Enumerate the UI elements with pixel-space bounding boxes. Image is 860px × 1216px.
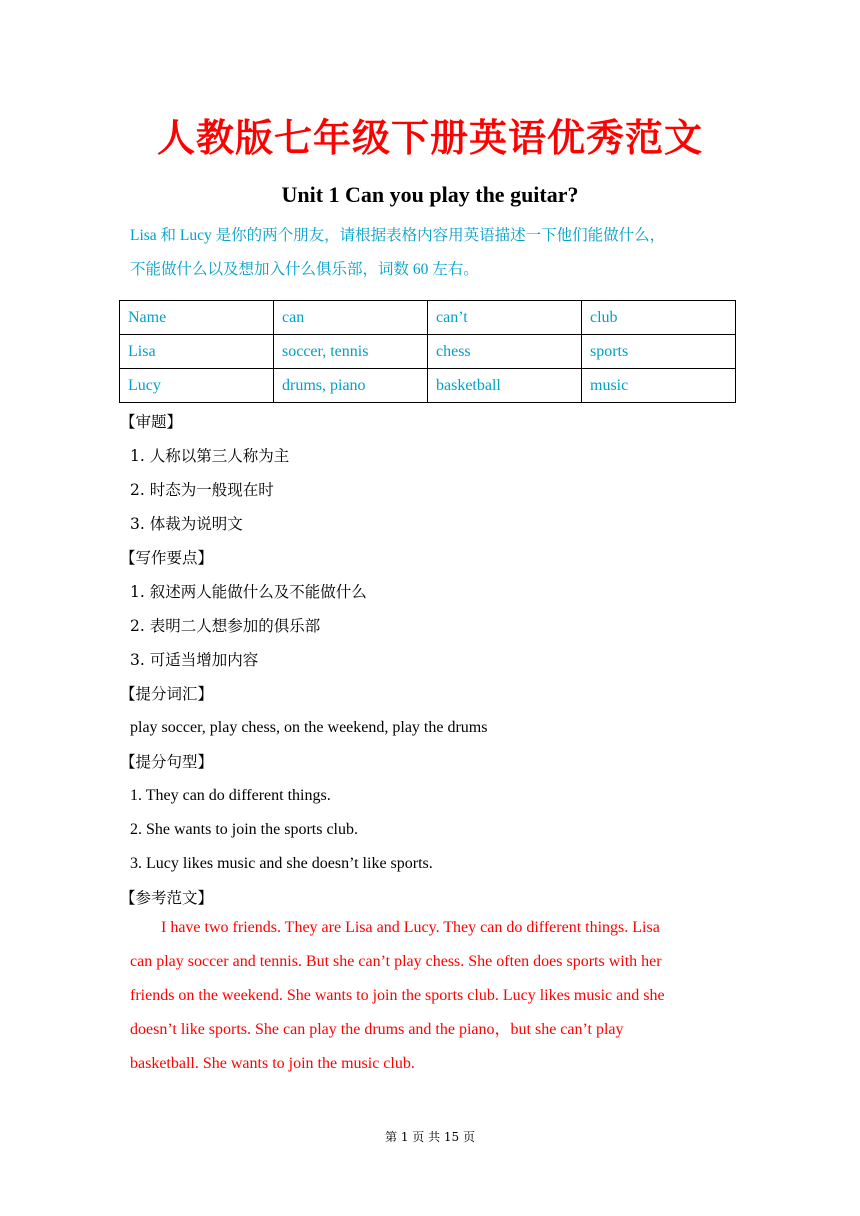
- info-table: [119, 300, 736, 403]
- sentence-item: 1. They can do different things.: [130, 787, 331, 804]
- table-cell: soccer, tennis: [274, 335, 428, 369]
- prompt-line: Lisa 和 Lucy 是你的两个朋友，请根据表格内容用英语描述一下他们能做什么，: [130, 227, 666, 244]
- table-cell: music: [582, 369, 736, 403]
- review-item: 2. 时态为一般现在时: [130, 481, 274, 499]
- reference-essay: [130, 911, 730, 1081]
- point-item: 2. 表明二人想参加的俱乐部: [130, 617, 321, 635]
- header-cell-cant: can’t: [428, 301, 582, 335]
- sentence-item: 3. Lucy likes music and she doesn’t like sports.: [130, 855, 433, 872]
- point-item: 1. 叙述两人能做什么及不能做什么: [130, 583, 367, 601]
- header-cell-can: can: [274, 301, 428, 335]
- table-cell: drums, piano: [274, 369, 428, 403]
- header-cell-club: club: [582, 301, 736, 335]
- essay-line: doesn’t like sports. She can play the drums and the piano，but she can’t play: [130, 1021, 624, 1038]
- page-footer: 第 1 页 共 15 页: [385, 1130, 475, 1144]
- section-heading-points: 【写作要点】: [120, 549, 214, 567]
- table-cell: basketball: [428, 369, 582, 403]
- section-heading-essay: 【参考范文】: [120, 889, 214, 907]
- essay-line: can play soccer and tennis. But she can’t play chess. She often does sports with her: [130, 953, 662, 970]
- section-heading-sentences: 【提分句型】: [120, 753, 214, 771]
- table-cell: Lucy: [120, 369, 274, 403]
- prompt-line: 不能做什么以及想加入什么俱乐部，词数 60 左右。: [130, 261, 479, 278]
- document-title: 人教版七年级下册英语优秀范文: [156, 115, 703, 160]
- vocab-text: play soccer, play chess, on the weekend, play the drums: [130, 719, 488, 736]
- table-header-row: [120, 301, 736, 335]
- review-item: 1. 人称以第三人称为主: [130, 447, 290, 465]
- point-item: 3. 可适当增加内容: [130, 651, 259, 669]
- unit-title: Unit 1 Can you play the guitar?: [281, 182, 579, 207]
- section-heading-review: 【审题】: [120, 413, 183, 431]
- section-heading-vocab: 【提分词汇】: [120, 685, 214, 703]
- table-row: [120, 335, 736, 369]
- essay-line: basketball. She wants to join the music club.: [130, 1055, 415, 1072]
- header-cell-name: Name: [120, 301, 274, 335]
- essay-line: friends on the weekend. She wants to join the sports club. Lucy likes music and she: [130, 987, 665, 1004]
- table-cell: sports: [582, 335, 736, 369]
- sentence-item: 2. She wants to join the sports club.: [130, 821, 358, 838]
- table-cell: Lisa: [120, 335, 274, 369]
- writing-prompt: [130, 219, 740, 287]
- essay-line: I have two friends. They are Lisa and Lucy. They can do different things. Lisa: [161, 919, 660, 936]
- document-body: [120, 405, 750, 915]
- review-item: 3. 体裁为说明文: [130, 515, 243, 533]
- table-cell: chess: [428, 335, 582, 369]
- table-row: [120, 369, 736, 403]
